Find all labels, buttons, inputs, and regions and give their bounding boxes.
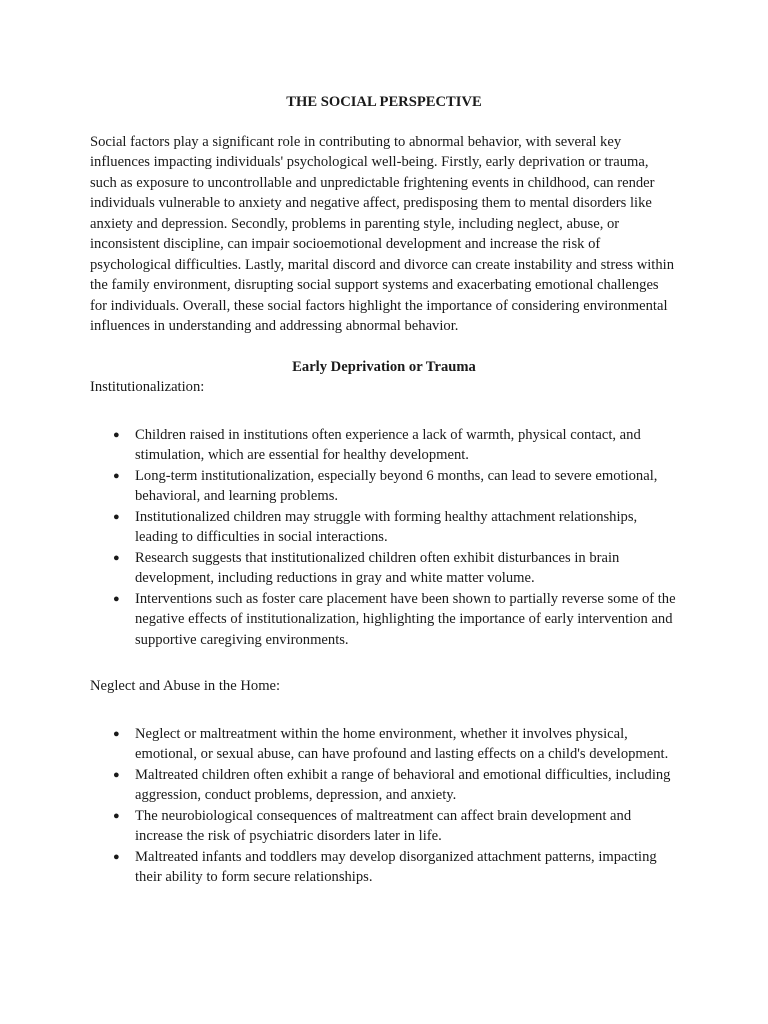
list-item — [90, 724, 678, 765]
list-item-text: Long-term institutionalization, especially beyond 6 months, can lead to severe emotional, behavioral, and learning problems. — [135, 467, 658, 504]
bullet-icon: ● — [113, 469, 120, 482]
intro-paragraph: Social factors play a significant role in contributing to abnormal behavior, with several key influences impacting individuals' psychological well-being. Firstly, early deprivation or trauma, such as exposure to uncontrollable and unpredictable frightening events in childhood, can render individuals vulnerable to anxiety and negative affect, predisposing them to mental disorders like anxiety and depression. Secondly, problems in parenting style, including neglect, abuse, or inconsistent discipline, can impair socioemotional development and increase the risk of psychological difficulties. Lastly, marital discord and divorce can create instability and stress within the family environment, disrupting social support systems and exacerbating emotional challenges for individuals. Overall, these social factors highlight the importance of considering environmental influences in understanding and addressing abnormal behavior. — [90, 133, 674, 334]
list-item-text: The neurobiological consequences of maltreatment can affect brain development and increase the risk of psychiatric disorders later in life. — [135, 807, 632, 844]
list-item-text: Institutionalized children may struggle with forming healthy attachment relationships, leading to difficulties in social interactions. — [135, 508, 638, 545]
list-item — [90, 507, 678, 548]
bullet-icon: ● — [113, 850, 120, 863]
bullet-icon: ● — [113, 592, 120, 605]
bullet-icon: ● — [113, 727, 120, 740]
document-title: THE SOCIAL PERSPECTIVE — [286, 94, 482, 110]
list-item — [90, 765, 678, 806]
institutionalization-label: Institutionalization: — [90, 379, 205, 395]
bullet-icon: ● — [113, 768, 120, 781]
list-item-text: Maltreated infants and toddlers may develop disorganized attachment patterns, impacting their ability to form secure relationships. — [135, 848, 657, 885]
list-item — [90, 466, 678, 507]
section-heading: Early Deprivation or Trauma — [292, 358, 476, 375]
list-item-text: Children raised in institutions often experience a lack of warmth, physical contact, and stimulation, which are essential for healthy development. — [135, 426, 641, 463]
list-item — [90, 847, 678, 888]
bullet-icon: ● — [113, 428, 120, 441]
list-item — [90, 425, 678, 466]
list-item-text: Research suggests that institutionalized children often exhibit disturbances in brain development, including reductions in gray and white matter volume. — [135, 549, 620, 586]
bullet-icon: ● — [113, 551, 120, 564]
document-page — [90, 92, 678, 888]
list-item — [90, 806, 678, 847]
neglect-label: Neglect and Abuse in the Home: — [90, 678, 281, 694]
list-item-text: Interventions such as foster care placement have been shown to partially reverse some of the negative effects of institutionalization, highlighting the importance of early intervention and supportive caregiving environments. — [135, 590, 676, 648]
list-item-text: Maltreated children often exhibit a range of behavioral and emotional difficulties, including aggression, conduct problems, depression, and anxiety. — [135, 766, 671, 803]
neglect-list — [90, 724, 678, 888]
bullet-icon: ● — [113, 510, 120, 523]
list-item — [90, 589, 678, 651]
bullet-icon: ● — [113, 809, 120, 822]
list-item — [90, 548, 678, 589]
list-item-text: Neglect or maltreatment within the home environment, whether it involves physical, emotional, or sexual abuse, can have profound and lasting effects on a child's development. — [135, 725, 669, 762]
institutionalization-list — [90, 425, 678, 651]
